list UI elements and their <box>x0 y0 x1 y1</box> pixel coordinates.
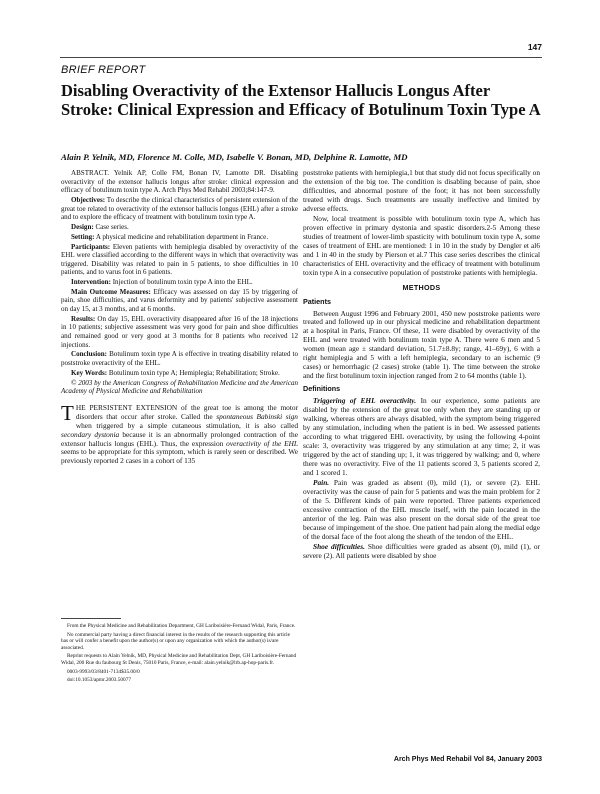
dropcap: T <box>61 400 74 425</box>
footnote-disclosure: No commercial party having a direct financial interest in the results of the research supporting this article has or will confer a benefit upon the author(s) or upon any organization with which the author(s) is/are associated. <box>61 631 290 651</box>
abstract-intervention: Intervention: Injection of botulinum toxin type A into the EHL. <box>71 278 253 287</box>
footnote-issn: 0003-9993/03/8401-7134$35.00/0 <box>67 668 140 675</box>
author-list: Alain P. Yelnik, MD, Florence M. Colle, MD, Isabelle V. Bonan, MD, Delphine R. Lamotte, MD <box>61 152 408 162</box>
methods-heading: METHODS <box>402 282 441 292</box>
abstract-citation: ABSTRACT. Yelnik AP, Colle FM, Bonan IV, Lamotte DR. Disabling overactivity of the extensor hallucis longus after stroke: clinical expression and efficacy of botulinum toxin type A. Arch Phys Med Rehabil 2003;84:147-9. <box>61 169 298 195</box>
header-rule <box>60 57 542 58</box>
article-title: Disabling Overactivity of the Extensor Hallucis Longus After Stroke: Clinical Expression and Efficacy of Botulinum Toxin Type A <box>61 81 541 119</box>
footnote-rule <box>61 618 121 619</box>
right-column <box>303 169 540 562</box>
abstract-conclusion: Conclusion: Botulinum toxin type A is effective in treating disability related to poststroke overactivity of the EHL. <box>61 350 299 367</box>
patients-paragraph: Between August 1996 and February 2001, 450 new poststroke patients were treated and followed up in our physical medicine and rehabilitation department at a hospital in Paris, France. Of these, 11 were disabled by overactivity of the EHL and were treated with botulinum toxin type A. There were 6 men and 5 women (mean age ± standard deviation, 51.7±8.8y; range, 41–69y), 6 with a right hemiplegia and 5 with a left hemiplegia, secondary to an ischemic (9 cases) or hemorrhagic (2 cases) stroke (table 1). The time between the stroke and the first botulinum toxin injection ranged from 2 to 64 months (table 1). <box>303 308 540 381</box>
abstract-objectives: Objectives: To describe the clinical characteristics of persistent extension of the great toe related to overactivity of the extensor hallucis longus (EHL) after a stroke and to explore the efficacy of treatment with botulinum toxin type A. <box>61 195 298 222</box>
abstract-outcome: Main Outcome Measures: Efficacy was assessed on day 15 by triggering of pain, shoe difficulties, and varus deformity and by patients' subjective assessment on day 15, at 3 months, and at 6 months. <box>61 287 299 314</box>
intro-continuation: poststroke patients with hemiplegia,1 but that study did not focus specifically on the extension of the big toe. The condition is disabling because of pain, shoe difficulties, and abnormal posture of the foot; it has not been successfully treated with drugs. Such treatments are usually ineffective and limited by adverse effects. <box>303 168 540 213</box>
triggering-paragraph: Triggering of EHL overactivity. In our experience, some patients are disabled by the extension of the great toe only when they are standing up or walking, whereas others are always disabled, with the symptom being triggered by any stimulation, including when the patient is in bed. We assessed patients according to what triggered EHL overactivity, by using the following 4-point scale: 3, overactivity was triggered by any stimulation at any time; 2, it was triggered by the act of standing up; 1, it was triggered by walking; and 0, where there was no overactivity. Five of the 11 patients scored 3, 5 patients scored 2, and 1 scored 1. <box>303 396 540 477</box>
patients-heading: Patients <box>303 296 331 306</box>
footnote-reprint: Reprint requests to Alain Yelnik, MD, Physical Medicine and Rehabilitation Dept, GH Lariboisière-Fernand Widal, 200 Rue du faubourg St Denis, 75010 Paris, France, e-mail: alain.yelnik@lrb.ap-hop-paris.fr. <box>61 653 297 666</box>
abstract-keywords: Key Words: Botulinum toxin type A; Hemiplegia; Rehabilitation; Stroke. <box>71 368 280 377</box>
abstract-copyright: © 2003 by the American Congress of Rehabilitation Medicine and the American Academy of Physical Medicine and Rehabilitation <box>61 378 298 396</box>
intro-paragraph: THE PERSISTENT EXTENSION of the great toe is among the motor disorders that occur after stroke. Called the spontaneous Babinski sign when triggered by a simple cutaneous stimulation, it is also called secondary dystonia because it is an abnormally prolonged contraction of the extensor hallucis longus (EHL). Thus, the expression overactivity of the EHL seems to be appropriate for this symptom, which is rarely seen or described. We previously reported 2 cases in a cohort of 135 <box>61 400 298 466</box>
journal-footer: Arch Phys Med Rehabil Vol 84, January 2003 <box>393 756 542 763</box>
abstract-results: Results: On day 15, EHL overactivity disappeared after 16 of the 18 injections in 10 patients; subjective assessment was very good for pain and shoe difficulties and remained good or very good at 3 months for 8 patients who received 12 injections. <box>61 314 298 349</box>
footnotes <box>61 623 298 686</box>
abstract-participants: Participants: Eleven patients with hemiplegia disabled by overactivity of the EHL were classified according to the different ways in which that overactivity was triggered. Disability was related to pain in 5 patients, to shoe difficulties in 10 patients, and to varus foot in 6 patients. <box>61 242 298 277</box>
footnote-affiliation: From the Physical Medicine and Rehabilitation Department, GH Lariboisière-Fernand Widal, Paris, France. <box>67 623 296 629</box>
section-label: BRIEF REPORT <box>61 64 146 76</box>
abstract-design: Design: Case series. <box>71 222 129 231</box>
page-number: 147 <box>527 42 542 52</box>
intro-paragraph-2: Now, local treatment is possible with botulinum toxin type A, which has proven effective in primary dystonia and spastic disorders.2-5 Among these studies of treatment of lower-limb spasticity with botulinum toxin type A, some cases of treatment of EHL are mentioned: 1 in 10 in the study by Dengler et al6 and 1 in 40 in the study by Pierson et al.7 This case series describes the clinical characteristics of EHL overactivity and the efficacy of treatment with botulinum toxin type A in a consecutive population of poststroke patients with hemiplegia. <box>303 213 540 277</box>
definitions-heading: Definitions <box>303 384 341 394</box>
abstract-setting: Setting: A physical medicine and rehabilitation department in France. <box>71 232 269 241</box>
pain-paragraph: Pain. Pain was graded as absent (0), mild (1), or severe (2). EHL overactivity was the cause of pain for 5 patients and was the main problem for 2 of the 5. Different kinds of pain were reported. Three patients experienced excessive contraction of the EHL muscle itself, with the pain located in the anterior of the leg. Pain was also present on the dorsal side of the great toe because of impingement of the shoe. One patient had pain along the medial edge of the dorsal face of the foot along the sheath of the tendon of the EHL. <box>303 477 540 541</box>
left-column <box>61 169 298 468</box>
shoe-paragraph: Shoe difficulties. Shoe difficulties were graded as absent (0), mild (1), or severe (2). All patients were disabled by shoe <box>303 541 540 560</box>
footnote-doi: doi:10.1053/apmr.2003.50077 <box>67 677 132 684</box>
